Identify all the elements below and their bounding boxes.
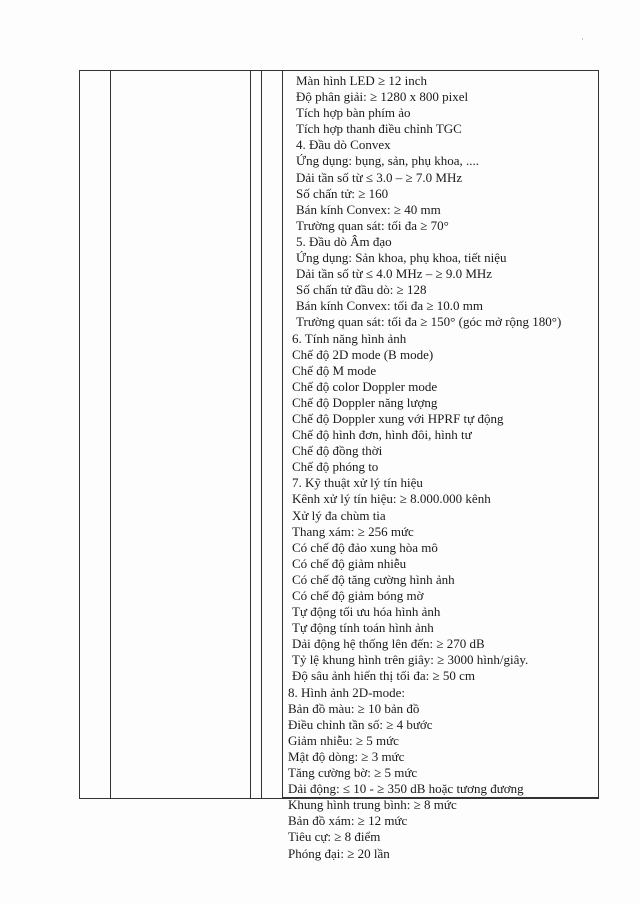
spec-table bbox=[79, 70, 599, 861]
spec-line: Điều chỉnh tần số: ≥ 4 bước bbox=[288, 716, 433, 732]
column-divider-4 bbox=[282, 71, 283, 798]
spec-line: Tích hợp thanh điều chỉnh TGC bbox=[296, 121, 462, 137]
spec-line: Trường quan sát: tối đa ≥ 70° bbox=[296, 217, 449, 233]
spec-line: Trường quan sát: tối đa ≥ 150° (góc mở rộng 180°) bbox=[296, 314, 562, 330]
spec-line: Chế độ color Doppler mode bbox=[292, 378, 438, 394]
spec-line: 8. Hình ảnh 2D-mode: bbox=[288, 684, 405, 700]
spec-line: Chế độ Doppler năng lượng bbox=[292, 394, 438, 410]
spec-line: Tiêu cự: ≥ 8 điểm bbox=[288, 829, 381, 845]
spec-line: Bán kính Convex: tối đa ≥ 10.0 mm bbox=[296, 298, 483, 314]
spec-line: Số chấn tử: ≥ 160 bbox=[296, 185, 389, 201]
spec-line: Bản đồ xám: ≥ 12 mức bbox=[288, 813, 408, 829]
column-divider-2 bbox=[250, 71, 251, 798]
spec-line: Tăng cường bờ: ≥ 5 mức bbox=[288, 765, 418, 781]
spec-line: Độ sâu ảnh hiển thị tối đa: ≥ 50 cm bbox=[292, 668, 475, 684]
spec-line: Chế độ hình đơn, hình đôi, hình tư bbox=[292, 427, 472, 443]
spec-column bbox=[286, 73, 594, 862]
spec-line: Ứng dụng: Sản khoa, phụ khoa, tiết niệu bbox=[296, 250, 507, 266]
spec-line: 4. Đầu dò Convex bbox=[296, 137, 391, 153]
spec-line: Có chế độ đảo xung hòa mô bbox=[292, 539, 438, 555]
column-divider-3 bbox=[261, 71, 262, 798]
spec-line: Dải động: ≤ 10 - ≥ 350 dB hoặc tương đương bbox=[288, 781, 524, 797]
spec-line: Tích hợp bàn phím ảo bbox=[296, 105, 411, 121]
spec-line: Chế độ 2D mode (B mode) bbox=[292, 346, 434, 362]
spec-line: Bản đồ màu: ≥ 10 bản đồ bbox=[288, 700, 420, 716]
spec-line: Khung hình trung bình: ≥ 8 mức bbox=[288, 797, 457, 813]
spec-line: Tự động tối ưu hóa hình ảnh bbox=[292, 604, 441, 620]
spec-line: Thang xám: ≥ 256 mức bbox=[292, 523, 414, 539]
spec-line: 5. Đầu dò Âm đạo bbox=[296, 233, 392, 249]
spec-line: Dải tần số từ ≤ 3.0 – ≥ 7.0 MHz bbox=[296, 169, 463, 185]
spec-line: Có chế độ giảm nhiễu bbox=[292, 555, 407, 571]
corner-mark: · bbox=[581, 34, 584, 44]
spec-line: Màn hình LED ≥ 12 inch bbox=[296, 73, 427, 88]
spec-line: Giảm nhiễu: ≥ 5 mức bbox=[288, 732, 399, 748]
spec-line: Độ phân giải: ≥ 1280 x 800 pixel bbox=[296, 89, 469, 105]
spec-line: Dải tần số từ ≤ 4.0 MHz – ≥ 9.0 MHz bbox=[296, 266, 493, 282]
spec-line: Số chấn tử đầu dò: ≥ 128 bbox=[296, 282, 427, 298]
spec-line: Kênh xử lý tín hiệu: ≥ 8.000.000 kênh bbox=[292, 491, 491, 507]
spec-line: Chế độ đồng thời bbox=[292, 443, 383, 459]
column-divider-1 bbox=[110, 71, 111, 798]
spec-line: Ứng dụng: bụng, sản, phụ khoa, .... bbox=[296, 153, 480, 169]
spec-line: 7. Kỹ thuật xử lý tín hiệu bbox=[292, 475, 423, 491]
spec-line: Mật độ dòng: ≥ 3 mức bbox=[288, 748, 405, 764]
spec-line: Tự động tính toán hình ảnh bbox=[292, 620, 434, 636]
spec-line: Có chế độ tăng cường hình ảnh bbox=[292, 571, 455, 587]
spec-line: Chế độ Doppler xung với HPRF tự động bbox=[292, 410, 504, 426]
spec-line: Tỷ lệ khung hình trên giây: ≥ 3000 hình/giây. bbox=[292, 652, 529, 668]
spec-line: Bán kính Convex: ≥ 40 mm bbox=[296, 201, 441, 217]
spec-line: Dải động hệ thống lên đến: ≥ 270 dB bbox=[292, 636, 485, 652]
spec-line: Chế độ M mode bbox=[292, 362, 377, 378]
spec-line: Chế độ phóng to bbox=[292, 459, 379, 475]
spec-line: Xử lý đa chùm tia bbox=[292, 507, 386, 523]
spec-line: 6. Tính năng hình ảnh bbox=[292, 330, 407, 346]
spec-line: Phóng đại: ≥ 20 lần bbox=[288, 845, 390, 861]
spec-line: Có chế độ giảm bóng mờ bbox=[292, 588, 424, 603]
